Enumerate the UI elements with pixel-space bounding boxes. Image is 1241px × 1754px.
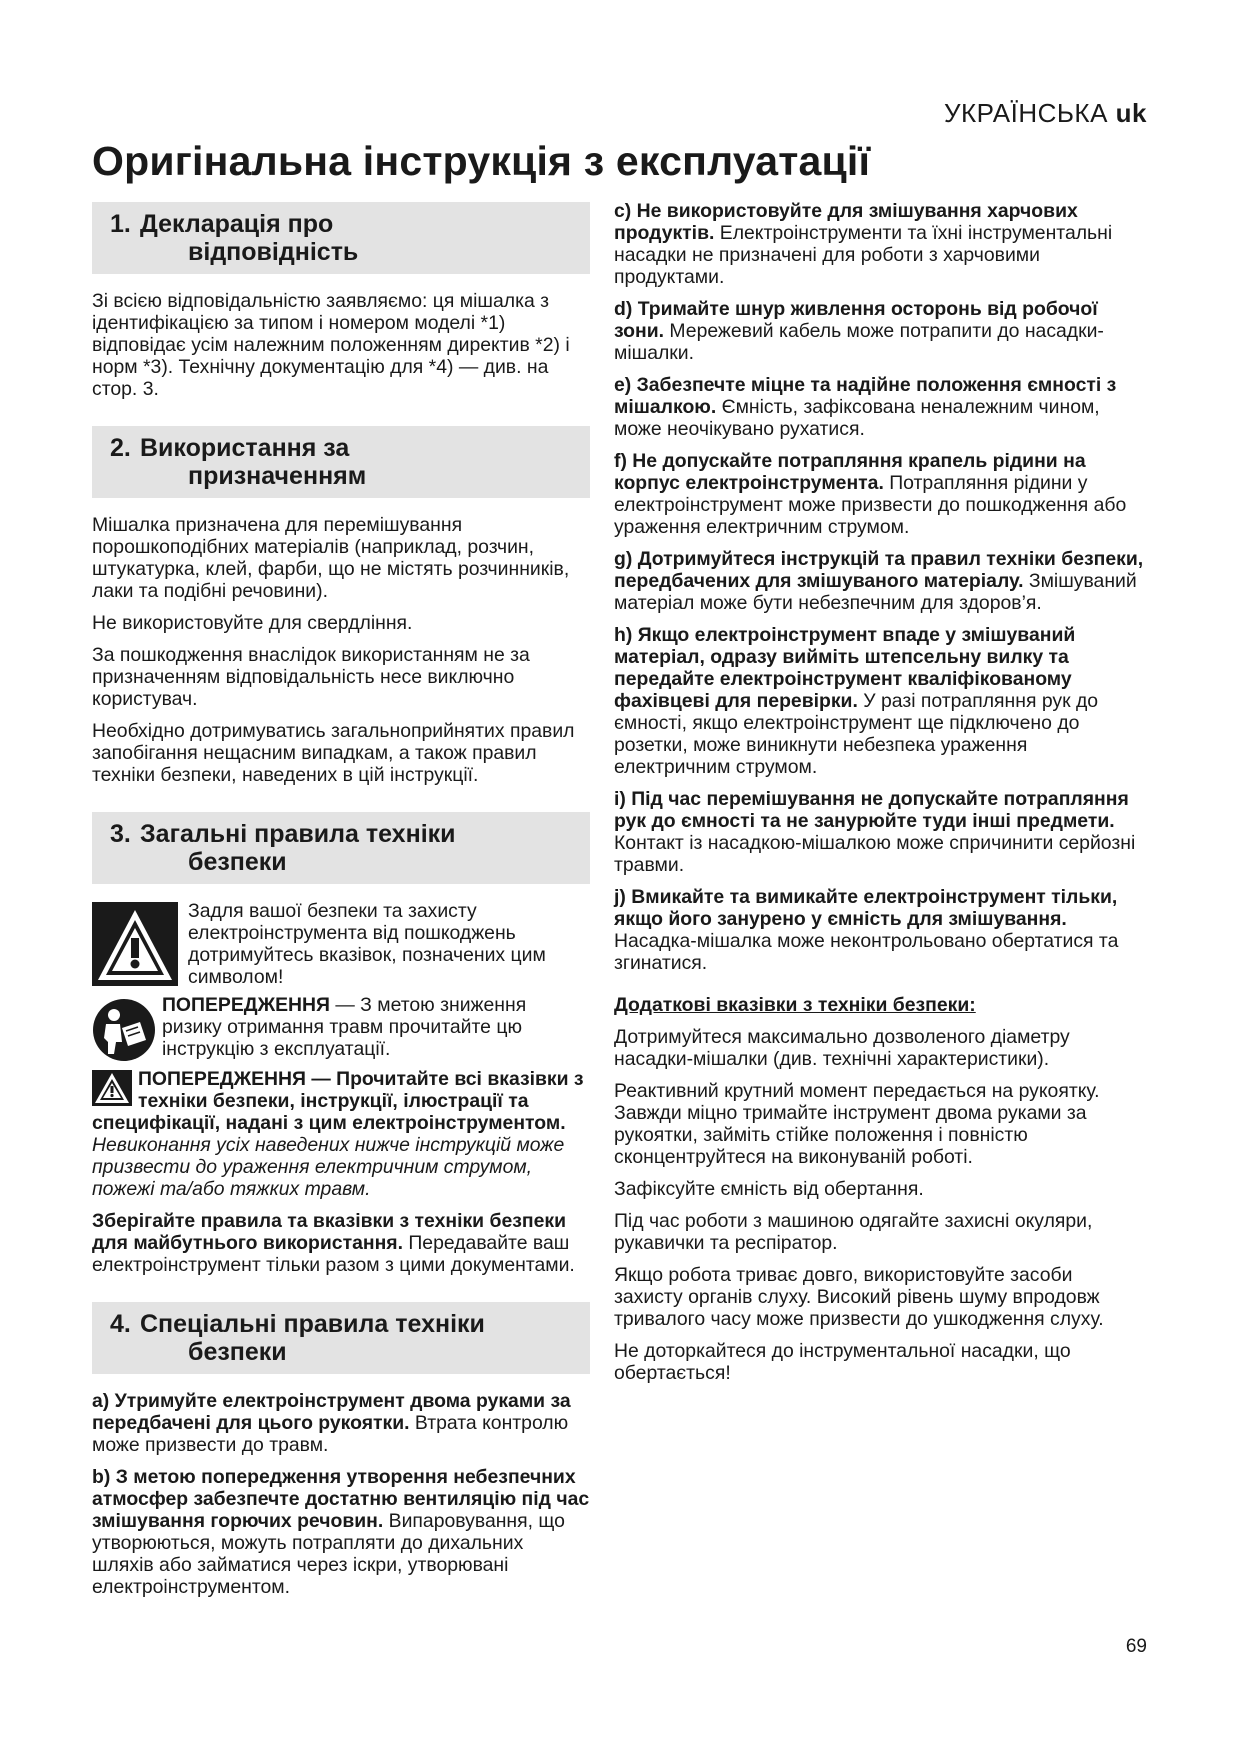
language-label	[944, 98, 1147, 129]
rule-e-text: Ємність, зафіксована неналежним чином, може неочікувано рухатися.	[614, 396, 1100, 440]
rule-h-text: У разі потрапляння рук до ємності, якщо електроінструмент ще підключено до розетки, може виникнути небезпека ураження електричним струмом.	[614, 690, 1099, 778]
warning-symbol-text: Задля вашої безпеки та захисту електроінструмента від пошкоджень дотримуйтесь вказівок, позначених цим символом!	[188, 900, 546, 988]
section-title	[140, 820, 456, 876]
declaration-text: Зі всією відповідальністю заявляємо: ця мішалка з ідентифікацією за типом і номером моделі *1) відповідає усім належним положенням директив *2) і норм *3). Технічну документацію для *4) — див. на стор. 3.	[92, 290, 570, 400]
rule-h	[614, 624, 1144, 778]
intended-use-text: Мішалка призначена для перемішування порошкоподібних матеріалів (наприклад, розчин, штукатурка, клей, фарби, що не містять розчинників, лаки та подібні речовини).	[92, 514, 570, 602]
left-column	[92, 202, 590, 1608]
additional-safety-heading: Додаткові вказівки з техніки безпеки:	[614, 994, 976, 1016]
section-2-heading	[92, 426, 590, 498]
section-title-line2: призначенням	[188, 462, 367, 490]
rule-e-bold: e) Забезпечте міцне та надійне положення ємності з мішалкою.	[614, 374, 1117, 418]
section-number: 1.	[110, 210, 131, 238]
read-manual-text	[162, 994, 590, 1060]
section-title-line1: Використання за	[140, 434, 350, 462]
rule-b-bold: b) З метою попередження утворення небезпечних атмосфер забезпечте достатню вентиляцію під час змішування горючих речовин.	[92, 1466, 590, 1532]
liability-text: За пошкодження внаслідок використанням не за призначенням відповідальність несе виключно користувач.	[92, 644, 530, 710]
rule-d-text: Мережевий кабель може потрапити до насадки-мішалки.	[614, 320, 1104, 364]
rule-g-text: Змішуваний матеріал може бути небезпечним для здоров’я.	[614, 570, 1137, 614]
rule-a	[92, 1390, 590, 1456]
language-code: uk	[1115, 98, 1147, 128]
rule-d-bold: d) Тримайте шнур живлення осторонь від робочої зони.	[614, 298, 1098, 342]
section-title-line1: Декларація про	[140, 210, 334, 238]
read-manual-row	[92, 994, 590, 1062]
general-warning-bold: ПОПЕРЕДЖЕННЯ — Прочитайте всі вказівки з техніки безпеки, інструкції, ілюстрації та специфікації, надані з цим електроінструментом.	[92, 1068, 584, 1134]
additional-note-6: Не доторкайтеся до інструментальної насадки, що обертається!	[614, 1340, 1071, 1384]
section-number: 3.	[110, 820, 131, 848]
read-manual-body: — З метою зниження ризику отримання травм прочитайте цю інструкцію з експлуатації.	[162, 994, 527, 1060]
general-warning-italic: Невиконання усіх наведених нижче інструкцій може призвести до ураження електричним струмом, пожежі та/або тяжких травм.	[92, 1134, 565, 1200]
rule-c	[614, 200, 1144, 288]
warning-label: ПОПЕРЕДЖЕННЯ	[162, 994, 330, 1016]
additional-note-5: Якщо робота триває довго, використовуйте засоби захисту органів слуху. Високий рівень шуму впродовж тривалого часу може призвести до ушкодження слуху.	[614, 1264, 1104, 1330]
rule-j-text: Насадка-мішалка може неконтрольовано обертатися та згинатися.	[614, 930, 1119, 974]
section-4-heading	[92, 1302, 590, 1374]
rule-h-bold: h) Якщо електроінструмент впаде у змішуваний матеріал, одразу вийміть штепсельну вилку та передайте електроінструмент кваліфікованому фахівцеві для перевірки.	[614, 624, 1076, 712]
additional-note-1: Дотримуйтеся максимально дозволеного діаметру насадки-мішалки (див. технічні характеристики).	[614, 1026, 1070, 1070]
rule-f	[614, 450, 1144, 538]
page-title: Оригінальна інструкція з експлуатації	[92, 138, 871, 184]
no-drilling-text: Не використовуйте для свердління.	[92, 612, 413, 634]
accident-rules-text: Необхідно дотримуватись загальноприйнятих правил запобігання нещасним випадкам, а також правил техніки безпеки, наведених в цій інструкції.	[92, 720, 575, 786]
rule-d	[614, 298, 1144, 364]
section-1-heading	[92, 202, 590, 274]
language-name: УКРАЇНСЬКА	[943, 98, 1108, 128]
rule-e	[614, 374, 1144, 440]
page-number: 69	[1125, 1636, 1147, 1657]
additional-note-4: Під час роботи з машиною одягайте захисні окуляри, рукавички та респіратор.	[614, 1210, 1093, 1254]
additional-note-3: Зафіксуйте ємність від обертання.	[614, 1178, 924, 1200]
rule-b-text: Випаровування, що утворюються, можуть потрапляти до дихальних шляхів або займатися через іскри, утворювані електроінструментом.	[92, 1510, 565, 1598]
rule-g-bold: g) Дотримуйтеся інструкцій та правил техніки безпеки, передбачених для змішуваного матеріалу.	[614, 548, 1144, 592]
section-title	[140, 1310, 485, 1366]
keep-instructions-bold: Зберігайте правила та вказівки з техніки безпеки для майбутнього використання.	[92, 1210, 567, 1254]
rule-f-bold: f) Не допускайте потрапляння крапель рідини на корпус електроінструмента.	[614, 450, 1086, 494]
rule-j	[614, 886, 1144, 974]
warning-triangle-icon	[92, 902, 178, 986]
warning-symbol-row	[92, 900, 590, 988]
section-number: 4.	[110, 1310, 131, 1338]
section-title-line1: Спеціальні правила техніки	[140, 1310, 485, 1338]
rule-b	[92, 1466, 590, 1598]
section-title	[140, 210, 358, 266]
keep-instructions	[92, 1210, 590, 1276]
section-number: 2.	[110, 434, 131, 462]
rule-i-bold: i) Під час перемішування не допускайте потрапляння рук до ємності та не занурюйте туди інші предмети.	[614, 788, 1129, 832]
section-title	[140, 434, 366, 490]
warning-small-icon	[92, 1070, 132, 1106]
section-title-line2: безпеки	[188, 1338, 287, 1366]
additional-note-2: Реактивний крутний момент передається на рукоятку. Завжди міцно тримайте інструмент двома руками за рукоятки, займіть стійке положення і повністю сконцентруйтеся на виконуваній роботі.	[614, 1080, 1100, 1168]
section-3-heading	[92, 812, 590, 884]
rule-c-bold: c) Не використовуйте для змішування харчових продуктів.	[614, 200, 1078, 244]
section-title-line2: відповідність	[188, 238, 359, 266]
rule-g	[614, 548, 1144, 614]
rule-a-text: Втрата контролю може призвести до травм.	[92, 1412, 569, 1456]
rule-f-text: Потрапляння рідини у електроінструмент може призвести до пошкодження або ураження електричним струмом.	[614, 472, 1127, 538]
keep-instructions-text: Передавайте ваш електроінструмент тільки разом з цими документами.	[92, 1232, 575, 1276]
section-title-line2: безпеки	[188, 848, 287, 876]
right-column	[614, 200, 1144, 1394]
rule-i	[614, 788, 1144, 876]
rule-i-text: Контакт із насадкою-мішалкою може спричинити серйозні травми.	[614, 832, 1136, 876]
general-warning	[92, 1068, 590, 1200]
rule-a-bold: a) Утримуйте електроінструмент двома руками за передбачені для цього рукоятки.	[92, 1390, 571, 1434]
section-title-line1: Загальні правила техніки	[140, 820, 456, 848]
read-manual-icon	[92, 998, 156, 1062]
rule-c-text: Електроінструменти та їхні інструментальні насадки не призначені для роботи з харчовими продуктами.	[614, 222, 1113, 288]
rule-j-bold: j) Вмикайте та вимикайте електроінструмент тільки, якщо його занурено у ємність для змішування.	[614, 886, 1118, 930]
